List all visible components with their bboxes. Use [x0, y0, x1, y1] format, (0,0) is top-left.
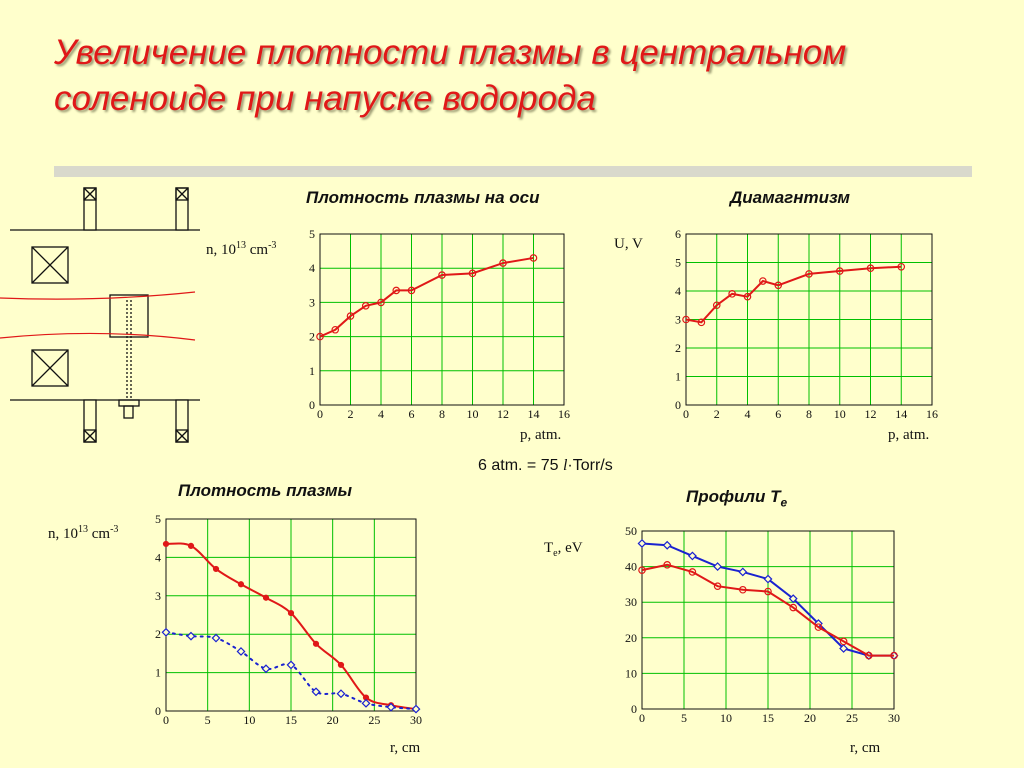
y-tick-label: 0: [155, 704, 161, 718]
x-tick-label: 4: [744, 407, 751, 421]
y-tick-label: 20: [625, 630, 637, 645]
chart1-ylabel-exp: 13: [236, 240, 246, 251]
y-tick-label: 50: [625, 524, 637, 538]
y-tick-label: 2: [309, 329, 315, 344]
x-tick-label: 6: [775, 407, 782, 421]
conversion-note-main: 6 atm. = 75: [478, 457, 563, 474]
chart4-ylabel-sub: e: [553, 548, 558, 559]
y-tick-label: 3: [309, 295, 315, 310]
y-tick-label: 2: [675, 341, 681, 355]
chart1-ylabel-base: n, 10: [206, 242, 236, 258]
y-tick-label: 5: [675, 255, 681, 270]
x-tick-label: 20: [326, 713, 339, 727]
x-tick-label: 25: [368, 713, 381, 727]
chart2-title: Диамагнтизм: [730, 188, 851, 207]
x-tick-label: 30: [410, 713, 422, 727]
y-tick-label: 5: [155, 512, 161, 526]
x-tick-label: 20: [804, 711, 816, 725]
x-tick-label: 15: [762, 711, 774, 725]
x-tick-label: 14: [527, 407, 540, 421]
chart1-xlabel: p, atm.: [520, 427, 562, 443]
x-tick-label: 10: [466, 407, 479, 421]
x-tick-label: 2: [713, 407, 720, 421]
x-tick-label: 10: [833, 407, 846, 421]
y-tick-label: 3: [675, 312, 681, 327]
x-tick-label: 25: [846, 711, 858, 725]
x-tick-label: 12: [497, 407, 509, 421]
x-tick-label: 8: [439, 407, 445, 421]
chart4-title-sub: e: [780, 495, 788, 510]
x-tick-label: 5: [681, 711, 687, 725]
x-tick-label: 16: [926, 407, 938, 421]
chart3-ylabel-base: n, 10: [48, 526, 78, 542]
conversion-note-l: l: [562, 457, 568, 474]
x-tick-label: 12: [864, 407, 877, 421]
y-tick-label: 4: [309, 261, 315, 276]
x-tick-label: 8: [806, 407, 812, 421]
chart2-ylabel: U, V: [614, 236, 643, 252]
x-tick-label: 15: [285, 713, 297, 727]
y-tick-label: 3: [155, 588, 161, 603]
x-tick-label: 2: [347, 407, 354, 421]
chart4-title-base: Профили T: [686, 487, 781, 506]
chart4-ylabel-base: T: [544, 540, 554, 556]
x-tick-label: 4: [378, 407, 384, 421]
chart1-ylabel-unit-exp: -3: [268, 240, 277, 251]
y-tick-label: 0: [309, 398, 315, 412]
chart3-xlabel: r, cm: [390, 740, 421, 756]
chart4-ylabel-unit: , eV: [557, 540, 583, 556]
chart1-title: Плотность плазмы на оси: [306, 188, 540, 207]
chart3-title: Плотность плазмы: [178, 481, 353, 500]
y-tick-label: 4: [155, 550, 161, 565]
y-tick-label: 1: [155, 665, 161, 680]
chart1-ylabel-unit: cm: [246, 242, 269, 258]
x-tick-label: 10: [243, 713, 256, 727]
y-tick-label: 4: [675, 284, 681, 298]
y-tick-label: 5: [309, 227, 315, 241]
x-tick-label: 0: [683, 407, 689, 421]
y-tick-label: 2: [155, 627, 161, 642]
y-tick-label: 40: [625, 559, 637, 574]
x-tick-label: 30: [888, 711, 900, 725]
y-tick-label: 1: [675, 369, 681, 384]
x-tick-label: 0: [317, 407, 323, 421]
chart3-ylabel-exp: 13: [78, 524, 88, 535]
x-tick-label: 6: [408, 407, 415, 421]
chart2-xlabel: p, atm.: [888, 427, 930, 443]
chart3-ylabel-unit-exp: -3: [110, 524, 119, 535]
y-tick-label: 30: [625, 595, 637, 610]
x-tick-label: 14: [895, 407, 908, 421]
y-tick-label: 0: [631, 702, 637, 716]
page-title: Увеличение плотности плазмы в центральном соленоиде при напуске водорода: [54, 33, 847, 118]
y-tick-label: 10: [625, 666, 637, 681]
x-tick-label: 10: [720, 711, 732, 725]
y-tick-label: 6: [675, 227, 681, 241]
x-tick-label: 5: [204, 713, 211, 727]
y-tick-label: 0: [675, 398, 681, 412]
chart3-ylabel-unit: cm: [88, 526, 111, 542]
x-tick-label: 0: [639, 711, 645, 725]
x-tick-label: 0: [163, 713, 169, 727]
conversion-note-rest: ·Torr/s: [567, 457, 613, 474]
chart4-xlabel: r, cm: [850, 740, 881, 756]
y-tick-label: 1: [309, 363, 315, 378]
x-tick-label: 16: [558, 407, 570, 421]
